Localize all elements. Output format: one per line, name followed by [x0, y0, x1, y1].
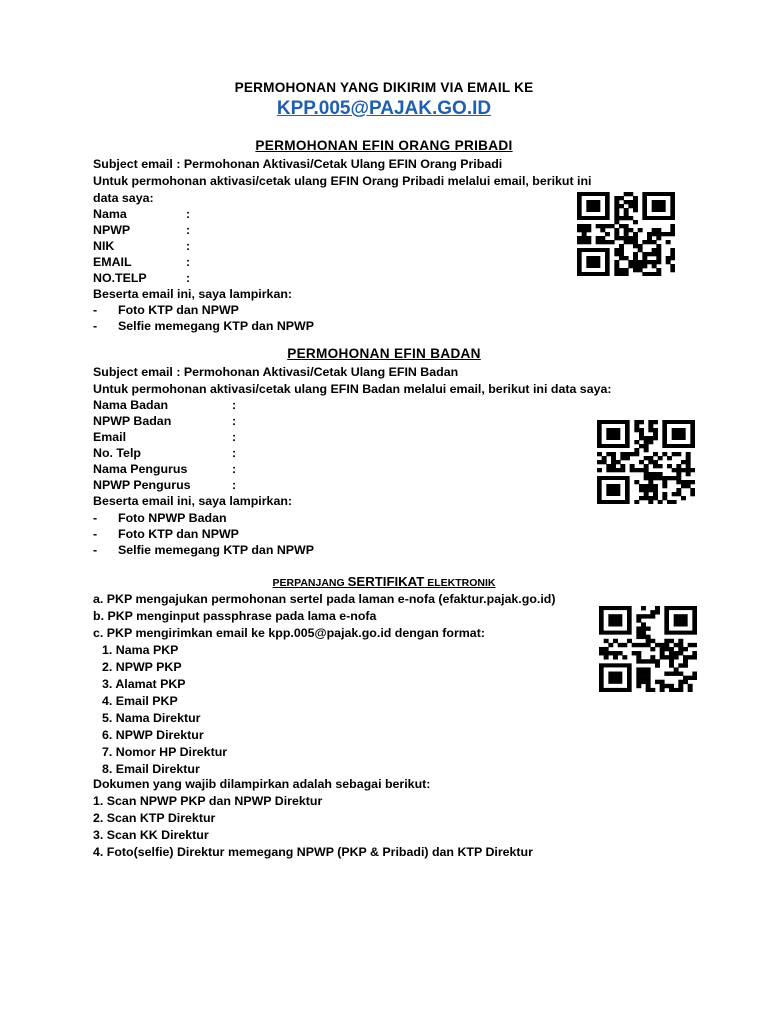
sertel-step-a: a. PKP mengajukan permohonan sertel pada laman e-nofa (efaktur.pajak.go.id) — [93, 592, 556, 606]
op-field-colon: : — [186, 223, 191, 237]
email-link[interactable]: KPP.005@PAJAK.GO.ID — [276, 98, 492, 119]
badan-field-colon: : — [232, 430, 237, 444]
dash: - — [93, 543, 98, 557]
badan-field-label: NPWP Badan — [93, 414, 172, 428]
op-field-colon: : — [186, 255, 191, 269]
op-field-label: NPWP — [93, 223, 131, 237]
badan-attachment-label: Foto KTP dan NPWP — [118, 527, 239, 541]
section-title-badan: PERMOHONAN EFIN BADAN — [287, 346, 481, 361]
badan-field-label: No. Telp — [93, 446, 141, 460]
sertel-format-item: 7. Nomor HP Direktur — [102, 745, 228, 759]
badan-field-colon: : — [232, 414, 237, 428]
dash: - — [93, 511, 98, 525]
op-intro-2: data saya: — [93, 191, 154, 205]
badan-field-colon: : — [232, 462, 237, 476]
badan-subject: Subject email : Permohonan Aktivasi/Cetak Ulang EFIN Badan — [93, 365, 459, 379]
sertel-docs-intro: Dokumen yang wajib dilampirkan adalah sebagai berikut: — [93, 777, 431, 791]
badan-attachment — [93, 510, 227, 526]
badan-attach-intro: Beserta email ini, saya lampirkan: — [93, 494, 293, 508]
sertel-format-item: 4. Email PKP — [102, 694, 178, 708]
qr-code-orang-pribadi — [577, 192, 675, 276]
badan-attachment — [93, 542, 314, 558]
badan-field-label: Nama Pengurus — [93, 462, 188, 476]
op-field-row — [93, 238, 114, 254]
sertel-step-c: c. PKP mengirimkan email ke kpp.005@pajak.go.id dengan format: — [93, 626, 485, 640]
badan-field-colon: : — [232, 398, 237, 412]
sertel-doc-item: 4. Foto(selfie) Direktur memegang NPWP (PKP & Pribadi) dan KTP Direktur — [93, 845, 533, 859]
badan-field-label: Nama Badan — [93, 398, 169, 412]
op-field-label: EMAIL — [93, 255, 132, 269]
op-field-label: NO.TELP — [93, 271, 147, 285]
op-attachment-label: Selfie memegang KTP dan NPWP — [118, 319, 314, 333]
sertel-format-item: 6. NPWP Direktur — [102, 728, 204, 742]
op-intro-1: Untuk permohonan aktivasi/cetak ulang EFIN Orang Pribadi melalui email, berikut ini — [93, 174, 592, 188]
sertel-format-item: 5. Nama Direktur — [102, 711, 201, 725]
section-title-orang-pribadi: PERMOHONAN EFIN ORANG PRIBADI — [255, 138, 513, 153]
badan-attachment-label: Selfie memegang KTP dan NPWP — [118, 543, 314, 557]
op-field-label: NIK — [93, 239, 115, 253]
dash: - — [93, 319, 98, 333]
badan-intro: Untuk permohonan aktivasi/cetak ulang EFIN Badan melalui email, berikut ini data saya: — [93, 382, 612, 396]
section-title-sertel — [0, 574, 768, 589]
sertel-format-item: 8. Email Direktur — [102, 762, 200, 776]
sertel-format-item: 3. Alamat PKP — [102, 677, 186, 691]
sertel-title-pre: PERPANJANG — [272, 577, 348, 589]
dash: - — [93, 303, 98, 317]
sertel-step-b: b. PKP menginput passphrase pada lama e-nofa — [93, 609, 377, 623]
badan-field-colon: : — [232, 478, 237, 492]
op-attach-intro: Beserta email ini, saya lampirkan: — [93, 287, 293, 301]
qr-code-sertel — [599, 606, 697, 692]
dash: - — [93, 527, 98, 541]
sertel-title-mid: SERTIFIKAT — [347, 574, 425, 589]
badan-field-colon: : — [232, 446, 237, 460]
qr-code-badan — [597, 420, 695, 504]
op-field-row — [93, 254, 132, 270]
badan-field-label: Email — [93, 430, 127, 444]
sertel-title-post: ELEKTRONIK — [424, 577, 496, 589]
op-field-colon: : — [186, 239, 191, 253]
sertel-doc-item: 3. Scan KK Direktur — [93, 828, 209, 842]
op-field-row — [93, 270, 147, 286]
sertel-doc-item: 2. Scan KTP Direktur — [93, 811, 216, 825]
op-field-row — [93, 206, 127, 222]
op-field-label: Nama — [93, 207, 127, 221]
badan-attachment-label: Foto NPWP Badan — [118, 511, 227, 525]
sertel-format-item: 2. NPWP PKP — [102, 660, 182, 674]
badan-field-label: NPWP Pengurus — [93, 478, 191, 492]
sertel-format-item: 1. Nama PKP — [102, 643, 179, 657]
op-field-row — [93, 222, 130, 238]
page-title: PERMOHONAN YANG DIKIRIM VIA EMAIL KE — [234, 80, 534, 95]
sertel-doc-item: 1. Scan NPWP PKP dan NPWP Direktur — [93, 794, 323, 808]
op-attachment — [93, 318, 314, 334]
op-field-colon: : — [186, 207, 191, 221]
op-attachment-label: Foto KTP dan NPWP — [118, 303, 239, 317]
op-field-colon: : — [186, 271, 191, 285]
badan-attachment — [93, 526, 239, 542]
op-attachment — [93, 302, 239, 318]
op-subject: Subject email : Permohonan Aktivasi/Cetak Ulang EFIN Orang Pribadi — [93, 157, 503, 171]
